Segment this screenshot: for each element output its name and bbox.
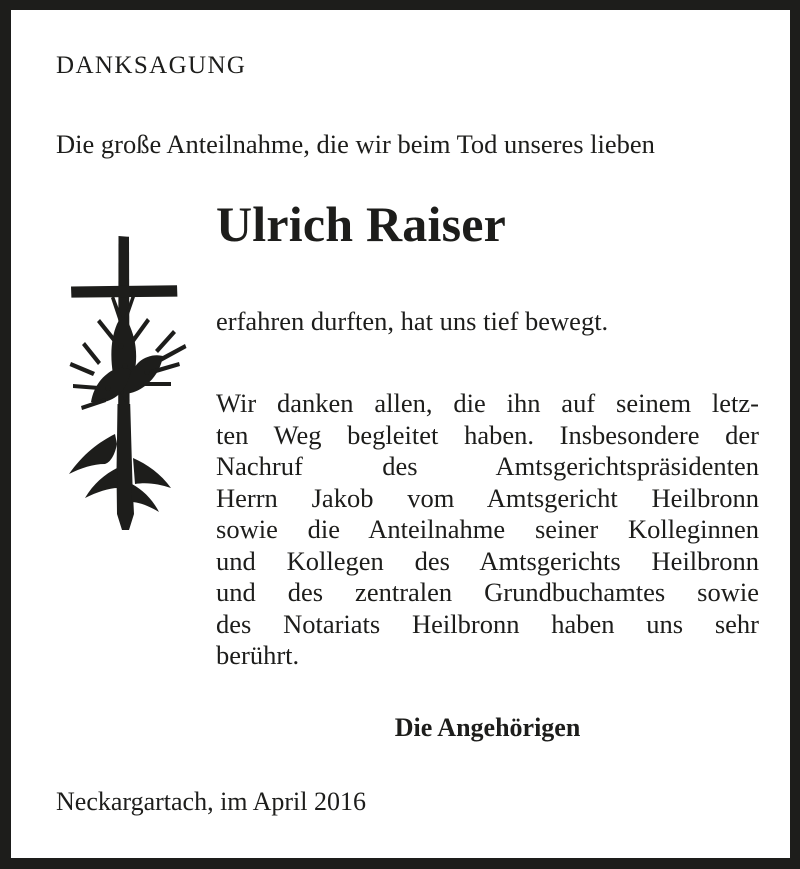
paragraph-line: und des zentralen Grundbuchamtes sowie xyxy=(216,577,759,607)
notice-inner-paper xyxy=(11,10,790,858)
signature-line: Die Angehörigen xyxy=(394,713,581,742)
paragraph-line: Nachruf des Amtsgerichtspräsidenten xyxy=(216,451,759,481)
paragraph-line: Herrn Jakob vom Amtsgericht Heilbronn xyxy=(216,482,759,513)
thank-you-paragraph xyxy=(216,388,759,672)
after-name-line: erfahren durften, hat uns tief bewegt. xyxy=(216,306,609,336)
notice-heading: DANKSAGUNG xyxy=(56,52,247,79)
wheat-sheaf-icon xyxy=(69,292,187,530)
place-and-date: Neckargartach, im April 2016 xyxy=(56,787,366,816)
deceased-name: Ulrich Raiser xyxy=(216,196,507,252)
paragraph-line: sowie die Anteilnahme seiner Kolleginnen xyxy=(216,514,759,544)
intro-line: Die große Anteilnahme, die wir beim Tod unseres lieben xyxy=(56,129,655,159)
paragraph-line: und Kollegen des Amtsgerichts Heilbronn xyxy=(216,545,759,576)
paragraph-line: ten Weg begleitet haben. Insbesondere der xyxy=(216,419,759,450)
cross-and-wheat-emblem xyxy=(55,222,195,542)
paragraph-line: berührt. xyxy=(216,640,300,670)
paragraph-line: des Notariats Heilbronn haben uns sehr xyxy=(216,608,759,639)
paragraph-line: Wir danken allen, die ihn auf seinem letz- xyxy=(216,388,759,418)
